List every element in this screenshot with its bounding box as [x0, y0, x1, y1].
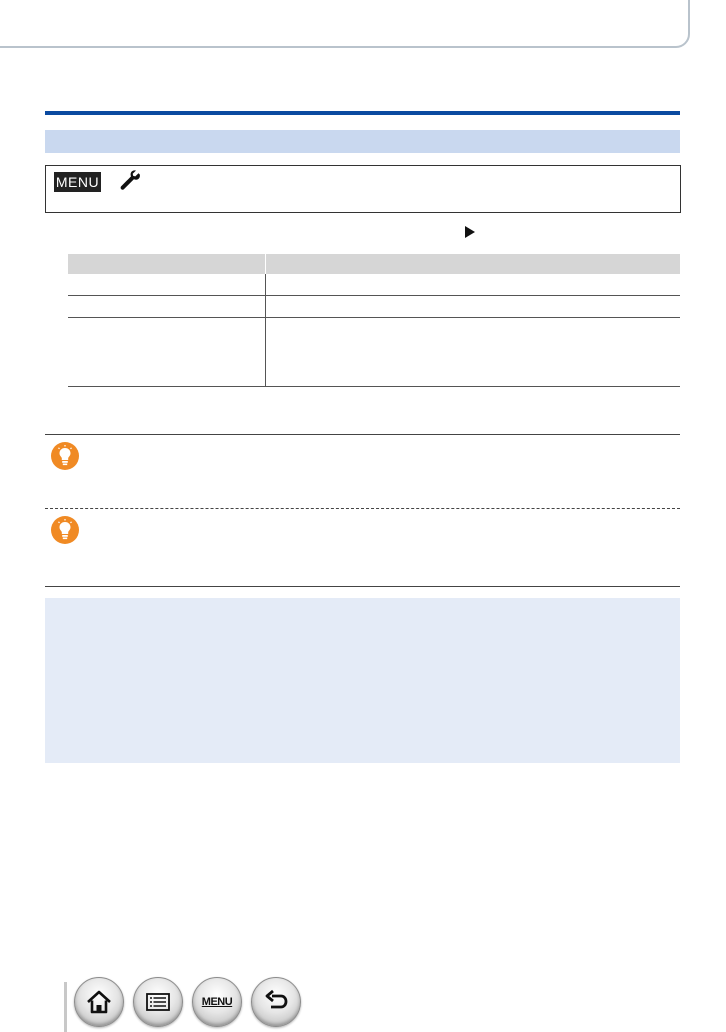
settings-table [68, 254, 680, 387]
home-button[interactable] [74, 977, 124, 1027]
home-icon [84, 987, 114, 1017]
back-button[interactable] [251, 977, 301, 1027]
title-rule [45, 111, 680, 115]
menu-badge: MENU [55, 174, 100, 190]
lightbulb-icon [50, 515, 80, 545]
table-header [68, 254, 680, 274]
table-row [68, 274, 680, 296]
tips-bottom-rule [45, 586, 680, 587]
column-divider [265, 274, 266, 295]
column-divider [265, 318, 266, 386]
page-header-frame [0, 0, 690, 48]
tips-divider [45, 508, 680, 509]
column-divider [265, 296, 266, 317]
menu-icon: MENU [201, 996, 233, 1008]
menu-path-box [45, 165, 681, 213]
tips-top-rule [45, 434, 680, 435]
column-divider [265, 254, 266, 274]
footer-rule [64, 982, 67, 1032]
lightbulb-icon [50, 441, 80, 471]
section-heading-band [45, 130, 680, 153]
table-row [68, 296, 680, 318]
contents-list-icon [143, 987, 173, 1017]
table-row [68, 318, 680, 387]
contents-button[interactable] [133, 977, 183, 1027]
menu-button[interactable] [192, 977, 242, 1027]
info-box [45, 598, 680, 763]
wrench-icon [118, 169, 142, 193]
back-icon [261, 987, 291, 1017]
play-arrow-icon [465, 226, 475, 238]
